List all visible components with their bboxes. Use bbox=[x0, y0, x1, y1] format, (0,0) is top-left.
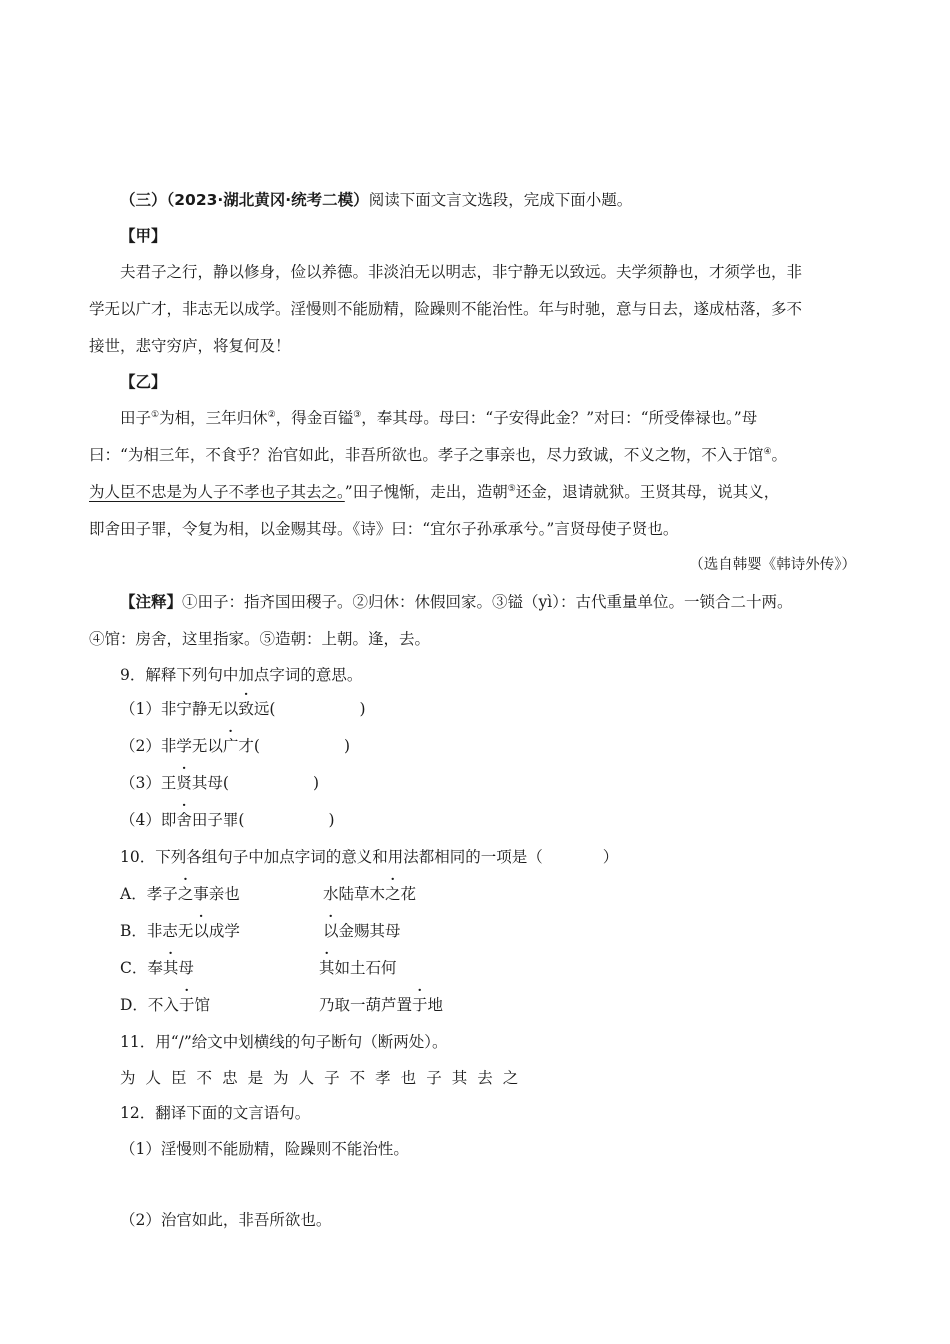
section-number: （三） bbox=[120, 191, 167, 209]
q9-item-text: （2）非学无以 bbox=[120, 737, 223, 755]
q9-item-text: 其母( bbox=[191, 774, 229, 792]
sentence-char: 不 bbox=[349, 1069, 366, 1087]
dotted-char: 之 bbox=[385, 885, 401, 903]
option-text: C．奉 bbox=[120, 959, 163, 977]
option-text: 如土石何 bbox=[334, 959, 397, 977]
question-12-title: 12．翻译下面的文言语句。 bbox=[120, 1104, 311, 1122]
sentence-char: 忠 bbox=[222, 1069, 238, 1087]
passage-text: 田子 bbox=[120, 409, 152, 427]
question-header bbox=[120, 188, 632, 210]
sentence-char: 子 bbox=[426, 1069, 442, 1087]
sentence-char: 之 bbox=[502, 1069, 519, 1087]
q10-option-a-second bbox=[323, 882, 416, 904]
sentence-char: 是 bbox=[247, 1069, 264, 1087]
passage-text: ，得金百镒 bbox=[275, 409, 354, 427]
q12-item: （2）治官如此，非吾所欲也。 bbox=[120, 1211, 332, 1229]
option-text: 地 bbox=[427, 996, 444, 1014]
passage-yi-line bbox=[89, 480, 779, 502]
q9-item bbox=[120, 771, 319, 793]
sentence-char: 子 bbox=[324, 1069, 340, 1087]
footnote-marker: ⑤ bbox=[507, 483, 516, 494]
passage-jia-label: 【甲】 bbox=[120, 227, 167, 245]
passage-jia-line: 夫君子之行，静以修身，俭以养德。非淡泊无以明志，非宁静无以致远。夫学须静也，才须学也，非 bbox=[120, 263, 803, 281]
q9-item-text: ) bbox=[343, 737, 351, 755]
question-10-title bbox=[120, 845, 618, 867]
dotted-char: 贤 bbox=[176, 774, 192, 792]
passage-source: （选自韩婴《韩诗外传》） bbox=[689, 557, 856, 573]
sentence-char: 为 bbox=[120, 1069, 136, 1087]
notes-text: ①田子：指齐国田稷子。②归休：休假回家。③镒（yì）：古代重量单位。一锁合二十两。 bbox=[182, 593, 793, 611]
sentence-char: 孝 bbox=[375, 1069, 391, 1087]
question-11-title: 11．用“/”给文中划横线的句子断句（断两处）。 bbox=[120, 1033, 448, 1051]
option-text: B．非志无 bbox=[120, 922, 194, 940]
option-text: 水陆草木 bbox=[323, 885, 386, 903]
q9-item-text: 才( bbox=[238, 737, 260, 755]
footnote-marker: ② bbox=[267, 409, 276, 420]
passage-text: ”田子愧惭，走出，造朝 bbox=[344, 483, 508, 501]
option-text: D．不入 bbox=[120, 996, 179, 1014]
footnote-marker: ① bbox=[151, 409, 160, 420]
q10-option-b[interactable] bbox=[120, 919, 240, 941]
notes-label: 【注释】 bbox=[120, 593, 183, 611]
option-text: 母 bbox=[178, 959, 194, 977]
dotted-char: 其 bbox=[319, 959, 335, 977]
sentence-char: 为 bbox=[273, 1069, 289, 1087]
q9-item bbox=[120, 697, 366, 719]
passage-jia-line: 接世，悲守穷庐，将复何及！ bbox=[89, 337, 291, 355]
passage-yi-line bbox=[120, 406, 757, 428]
dotted-char: 致 bbox=[238, 700, 254, 718]
dotted-char: 之 bbox=[177, 885, 194, 903]
option-text: 乃取一葫芦置 bbox=[319, 996, 413, 1014]
option-text: A．孝子 bbox=[120, 885, 178, 903]
option-text: 事亲也 bbox=[193, 885, 240, 903]
q10-title-text: ） bbox=[602, 848, 619, 866]
q9-item-text: （1）非宁静无以 bbox=[120, 700, 239, 718]
dotted-char: 广 bbox=[222, 737, 239, 755]
passage-yi-line: 即舍田子罪，令复为相，以金赐其母。《诗》曰：“宜尔子孙承承兮。”言贤母使子贤也。 bbox=[89, 520, 679, 538]
dotted-char: 舍 bbox=[176, 811, 192, 829]
q10-option-a[interactable] bbox=[120, 882, 240, 904]
q9-item-text: （4）即 bbox=[120, 811, 177, 829]
passage-yi-line bbox=[89, 443, 787, 465]
dotted-char: 以 bbox=[193, 922, 209, 940]
q9-item-text: （3）王 bbox=[120, 774, 177, 792]
question-9-title: 9．解释下列句中加点字词的意思。 bbox=[120, 666, 363, 684]
dotted-char: 其 bbox=[162, 959, 179, 977]
q9-item-text: ) bbox=[359, 700, 366, 718]
sentence-char: 也 bbox=[400, 1069, 417, 1087]
sentence-char: 不 bbox=[196, 1069, 213, 1087]
sentence-char: 其 bbox=[451, 1069, 468, 1087]
sentence-char: 臣 bbox=[171, 1069, 187, 1087]
dotted-char: 以 bbox=[323, 922, 339, 940]
q10-option-d-second bbox=[319, 993, 443, 1015]
dotted-char: 于 bbox=[412, 996, 428, 1014]
q9-item-text: 远( bbox=[253, 700, 276, 718]
passage-text: 还金，退请就狱。王贤其母，说其义， bbox=[515, 483, 780, 501]
underlined-sentence: 为人臣不忠是为人子不孝也子其去之。 bbox=[89, 483, 345, 501]
source-tag: （2023·湖北黄冈·统考二模） bbox=[166, 191, 369, 209]
q10-title-text: 10．下列各组句子中加点字词的意义和用法都相同的一项是（ bbox=[120, 848, 543, 866]
q10-option-d[interactable] bbox=[120, 993, 210, 1015]
option-text: 馆 bbox=[194, 996, 210, 1014]
q10-option-b-second bbox=[323, 919, 401, 941]
sentence-char: 人 bbox=[145, 1069, 162, 1087]
sentence-char: 去 bbox=[477, 1069, 493, 1087]
q9-item-text: ) bbox=[328, 811, 335, 829]
passage-yi-label: 【乙】 bbox=[120, 373, 167, 391]
option-text: 花 bbox=[400, 885, 417, 903]
passage-text: 。 bbox=[771, 446, 788, 464]
footnote-marker: ④ bbox=[763, 446, 772, 457]
q9-item-text: ) bbox=[312, 774, 320, 792]
notes-line: ④馆：房舍，这里指家。⑤造朝：上朝。逢，去。 bbox=[89, 630, 431, 648]
header-instruction: 阅读下面文言文选段，完成下面小题。 bbox=[368, 191, 633, 209]
option-text: 成学 bbox=[208, 922, 240, 940]
q9-item bbox=[120, 808, 335, 830]
q10-option-c[interactable] bbox=[120, 956, 194, 978]
dotted-char: 于 bbox=[178, 996, 195, 1014]
passage-jia-line: 学无以广才，非志无以成学。淫慢则不能励精，险躁则不能治性。年与时驰，意与日去，遂成枯落，多不 bbox=[89, 300, 803, 318]
q12-item: （1）淫慢则不能励精，险躁则不能治性。 bbox=[120, 1140, 409, 1158]
q11-sentence bbox=[120, 1066, 518, 1088]
q9-item bbox=[120, 734, 350, 756]
notes-line bbox=[120, 590, 792, 612]
passage-text: ，奉其母。母曰：“子安得此金？”对曰：“所受俸禄也。”母 bbox=[361, 409, 758, 427]
q9-item-text: 田子罪( bbox=[191, 811, 245, 829]
option-text: 金赐其母 bbox=[338, 922, 401, 940]
sentence-char: 人 bbox=[298, 1069, 315, 1087]
q10-option-c-second bbox=[319, 956, 397, 978]
passage-text: 曰：“为相三年，不食乎？治官如此，非吾所欲也。孝子之事亲也，尽力致诚，不义之物，不入于馆 bbox=[89, 446, 764, 464]
passage-text: 为相，三年归休 bbox=[159, 409, 268, 427]
footnote-marker: ③ bbox=[353, 409, 362, 420]
